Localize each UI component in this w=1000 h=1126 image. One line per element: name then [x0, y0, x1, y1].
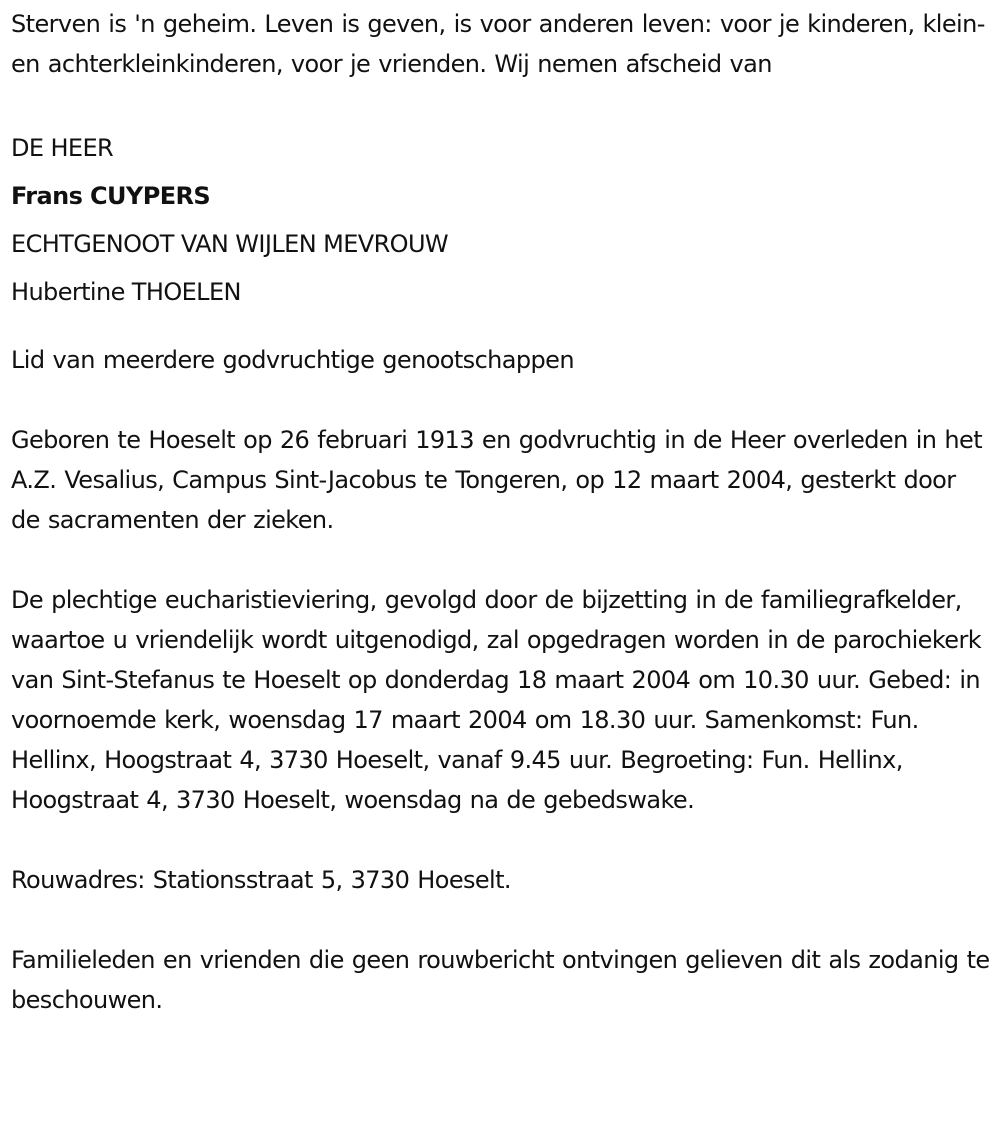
intro-text: Sterven is 'n geheim. Leven is geven, is voor anderen leven: voor je kinderen, klein- en achterkleinkinderen, voor je vrienden. Wij nemen afscheid van: [11, 10, 985, 78]
spacer: [11, 380, 990, 420]
spacer: [11, 900, 990, 940]
closing-text: Familieleden en vrienden die geen rouwbericht ontvingen gelieven dit als zodanig te beschouwen.: [11, 946, 990, 1014]
spacer: [11, 316, 990, 340]
spacer: [11, 84, 990, 124]
address-text: Rouwadres: Stationsstraat 5, 3730 Hoeselt.: [11, 866, 511, 894]
spacer: [11, 820, 990, 860]
membership-text: Lid van meerdere godvruchtige genootschappen: [11, 346, 574, 374]
spacer: [11, 540, 990, 580]
spouse-name: Hubertine THOELEN: [11, 278, 241, 306]
deceased-name: Frans CUYPERS: [11, 182, 211, 210]
birth-death-text: Geboren te Hoeselt op 26 februari 1913 en godvruchtig in de Heer overleden in het A.Z. Vesalius, Campus Sint-Jacobus te Tongeren, op 12 maart 2004, gesterkt door de sacramenten der zieken.: [11, 426, 983, 534]
funeral-text: De plechtige eucharistieviering, gevolgd door de bijzetting in de familiegrafkelder, waartoe u vriendelijk wordt uitgenodigd, zal opgedragen worden in de parochiekerk van Sint-Stefanus te Hoeselt op donderdag 18 maart 2004 om 10.30 uur. Gebed: in voornoemde kerk, woensdag 17 maart 2004 om 18.30 uur. Samenkomst: Fun. Hellinx, Hoogstraat 4, 3730 Hoeselt, vanaf 9.45 uur. Begroeting: Fun. Hellinx, Hoogstraat 4, 3730 Hoeselt, woensdag na de gebedswake.: [11, 586, 982, 814]
spouse-label: ECHTGENOOT VAN WIJLEN MEVROUW: [11, 230, 449, 258]
deceased-title: DE HEER: [11, 134, 114, 162]
